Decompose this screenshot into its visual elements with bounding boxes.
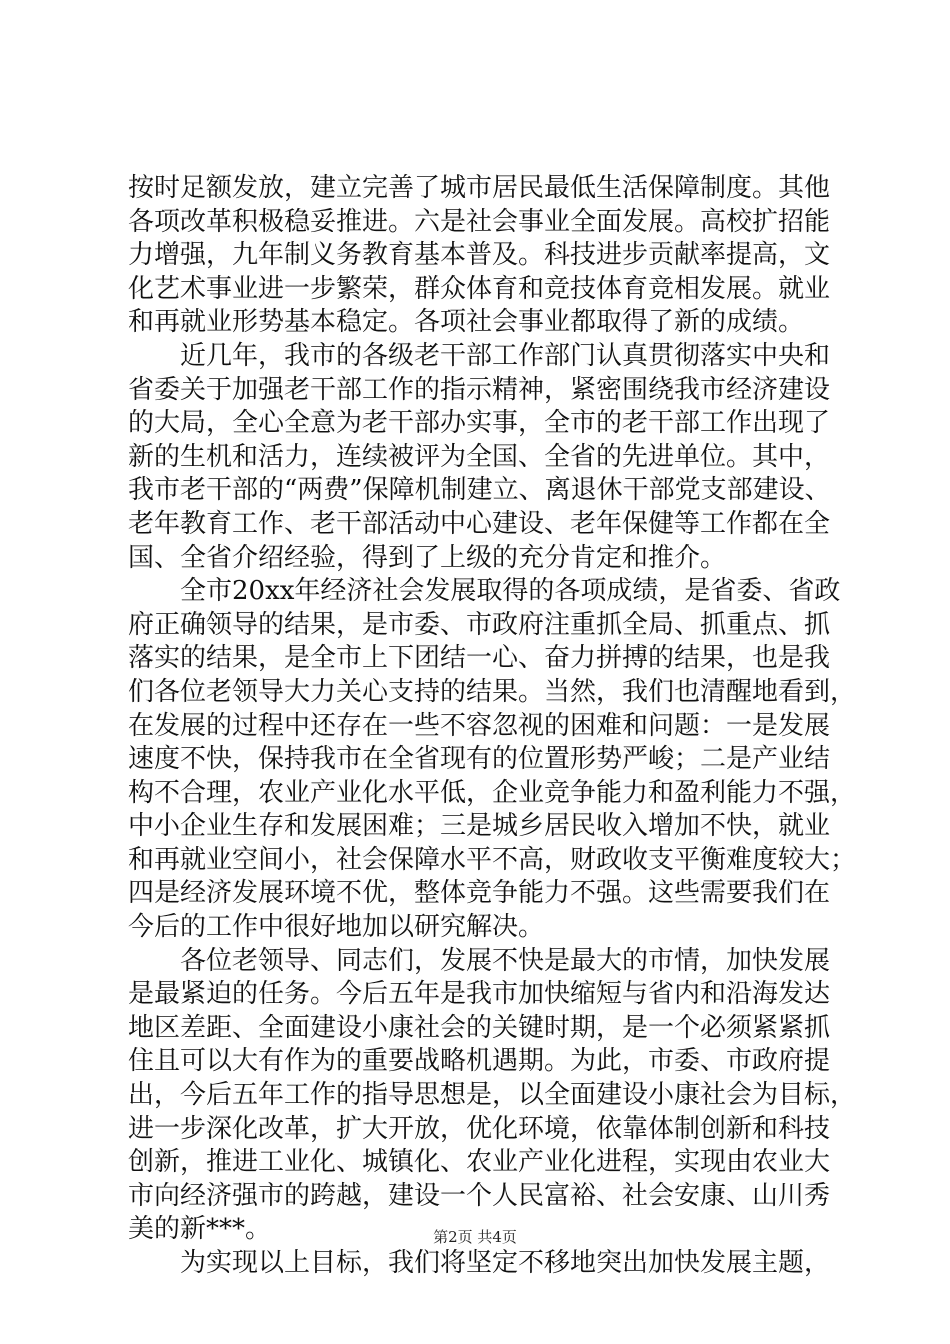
text-line: 我市老干部的“两费”保障机制建立、离退休干部党支部建设、 [128, 475, 831, 506]
text-line: 们各位老领导大力关心支持的结果。当然，我们也清醒地看到， [128, 676, 857, 707]
text-line: 四是经济发展环境不优，整体竞争能力不强。这些需要我们在 [128, 878, 831, 909]
text-line: 府正确领导的结果，是市委、市政府注重抓全局、抓重点、抓 [128, 609, 831, 640]
text-line: 为实现以上目标，我们将坚定不移地突出加快发展主题， [128, 1248, 831, 1278]
page-footer: 第2页 共4页 [433, 1228, 517, 1246]
text-line: 创新，推进工业化、城镇化、农业产业化进程，实现由农业大 [128, 1147, 831, 1178]
text-line: 进一步深化改革，扩大开放，优化环境，依靠体制创新和科技 [128, 1113, 831, 1144]
text-line: 省委关于加强老干部工作的指示精神，紧密围绕我市经济建设 [128, 374, 831, 405]
text-line: 新的生机和活力，连续被评为全国、全省的先进单位。其中， [128, 441, 831, 472]
text-line: 的大局，全心全意为老干部办实事，全市的老干部工作出现了 [128, 408, 831, 439]
text-line: 化艺术事业进一步繁荣，群众体育和竞技体育竞相发展。就业 [128, 273, 831, 304]
text-line: 市向经济强市的跨越，建设一个人民富裕、社会安康、山川秀 [128, 1180, 831, 1211]
text-line: 出，今后五年工作的指导思想是，以全面建设小康社会为目标， [128, 1080, 857, 1111]
text-line: 中小企业生存和发展困难；三是城乡居民收入增加不快，就业 [128, 811, 831, 842]
text-line: 按时足额发放，建立完善了城市居民最低生活保障制度。其他 [128, 173, 831, 203]
text-line: 今后的工作中很好地加以研究解决。 [128, 912, 545, 943]
text-line: 住且可以大有作为的重要战略机遇期。为此，市委、市政府提 [128, 1046, 831, 1077]
text-line: 是最紧迫的任务。今后五年是我市加快缩短与省内和沿海发达 [128, 979, 831, 1010]
text-line: 近几年，我市的各级老干部工作部门认真贯彻落实中央和 [128, 340, 831, 371]
text-line: 全市20xx年经济社会发展取得的各项成绩，是省委、省政 [128, 576, 841, 607]
text-line: 美的新***。 [128, 1214, 272, 1245]
text-line: 力增强，九年制义务教育基本普及。科技进步贡献率提高，文 [128, 240, 831, 271]
text-line: 地区差距、全面建设小康社会的关键时期，是一个必须紧紧抓 [128, 1012, 831, 1043]
text-line: 构不合理，农业产业化水平低，企业竞争能力和盈利能力不强， [128, 777, 857, 808]
text-line: 老年教育工作、老干部活动中心建设、老年保健等工作都在全 [128, 508, 831, 539]
text-line: 在发展的过程中还存在一些不容忽视的困难和问题：一是发展 [128, 710, 831, 741]
text-line: 和再就业空间小，社会保障水平不高，财政收支平衡难度较大； [128, 844, 857, 875]
text-line: 速度不快，保持我市在全省现有的位置形势严峻；二是产业结 [128, 744, 831, 775]
body-text [128, 172, 857, 1281]
text-line: 国、全省介绍经验，得到了上级的充分肯定和推介。 [128, 542, 727, 573]
text-line: 各项改革积极稳妥推进。六是社会事业全面发展。高校扩招能 [128, 206, 831, 237]
text-line: 和再就业形势基本稳定。各项社会事业都取得了新的成绩。 [128, 307, 805, 338]
text-line: 各位老领导、同志们，发展不快是最大的市情，加快发展 [128, 945, 831, 976]
text-line: 落实的结果，是全市上下团结一心、奋力拼搏的结果，也是我 [128, 643, 831, 674]
